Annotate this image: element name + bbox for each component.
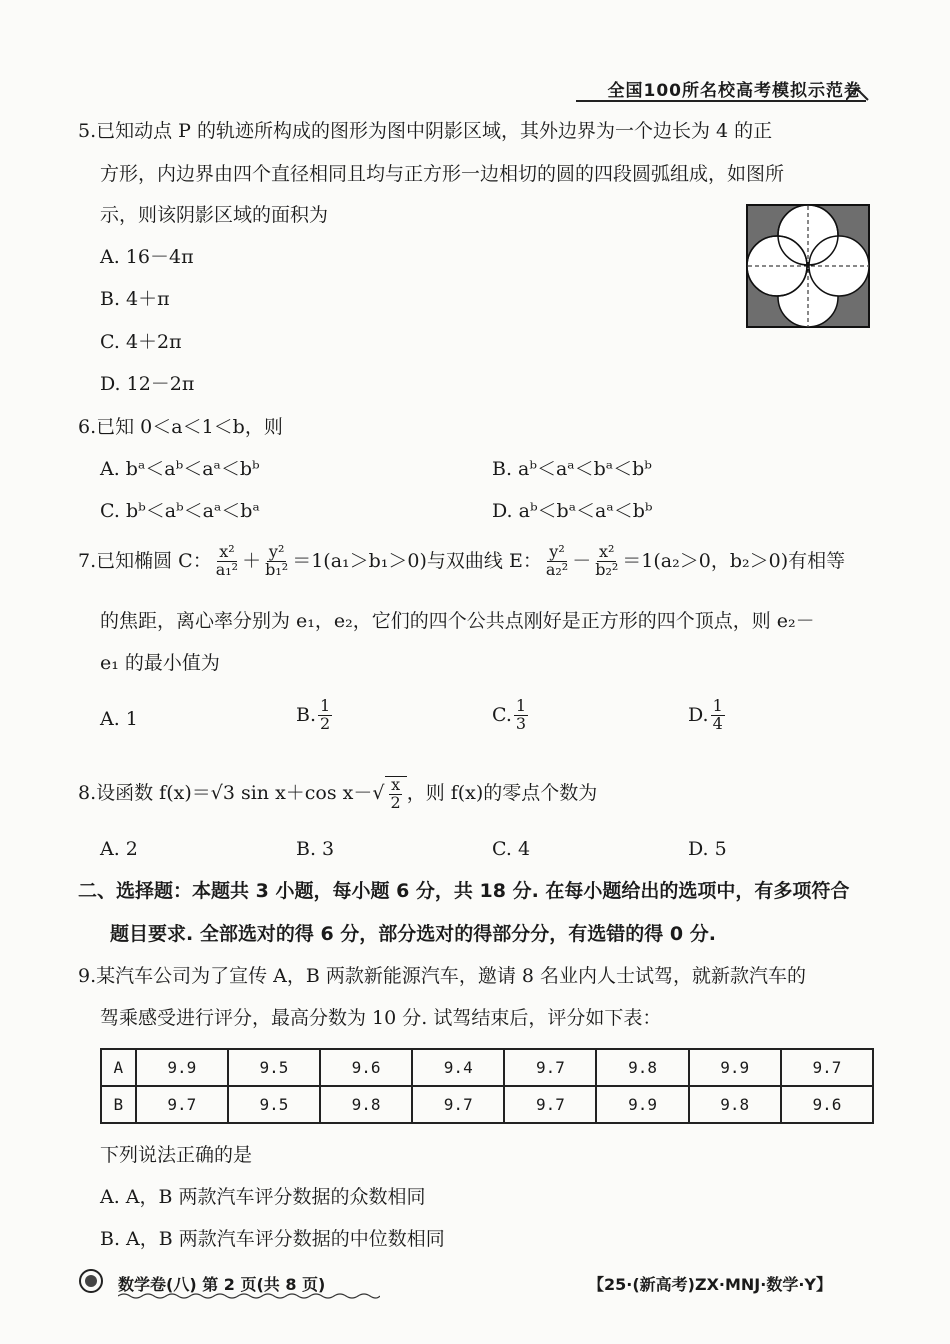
q7-hyper-y-fraction bbox=[544, 544, 570, 579]
footer-logo-icon bbox=[78, 1268, 104, 1294]
q5-line2: 方形，内边界由四个直径相同且均与正方形一边相切的圆的四段圆弧组成，如图所 bbox=[100, 163, 785, 185]
q8-stem-end: ，则 f(x)的零点个数为 bbox=[406, 782, 598, 805]
q7-hyper-x-fraction bbox=[593, 544, 620, 579]
q6-stem: 6.已知 0＜a＜1＜b，则 bbox=[78, 416, 283, 438]
q7-option-a: A. 1 bbox=[100, 708, 138, 730]
q6-option-b: B. aᵇ＜aᵃ＜bᵃ＜bᵇ bbox=[492, 458, 652, 480]
q7-ellipse-x-den: a₁² bbox=[215, 559, 239, 579]
q7-option-c-prefix: C. bbox=[492, 703, 512, 726]
header-title: 全国100所名校高考模拟示范卷 bbox=[607, 81, 862, 101]
table-cell: 9.7 bbox=[781, 1049, 873, 1086]
q7-option-b bbox=[296, 698, 334, 733]
q6-option-c: C. bᵇ＜aᵇ＜aᵃ＜bᵃ bbox=[100, 500, 260, 522]
table-cell: 9.6 bbox=[320, 1049, 412, 1086]
section2-line1: 二、选择题：本题共 3 小题，每小题 6 分，共 18 分. 在每小题给出的选项中，有多项符合 bbox=[78, 880, 850, 902]
q8-option-c: C. 4 bbox=[492, 838, 531, 860]
table-cell: 9.9 bbox=[689, 1049, 781, 1086]
q7-minus: － bbox=[572, 549, 592, 572]
q7-line2: 的焦距，离心率分别为 e₁，e₂，它们的四个公共点刚好是正方形的四个顶点，则 e₂－ bbox=[100, 610, 815, 632]
q5-figure bbox=[746, 204, 870, 328]
q8-sqrt-sign: √ bbox=[372, 782, 385, 805]
q7-option-b-fraction bbox=[318, 698, 332, 733]
q7-stem-mid2: ＝1(a₂＞0，b₂＞0)有相等 bbox=[622, 549, 846, 572]
q8-sqrt-fraction bbox=[389, 777, 403, 812]
section2-line2: 题目要求. 全部选对的得 6 分，部分选对的得部分分，有选错的得 0 分. bbox=[110, 923, 716, 945]
q8-stem-start: 8.设函数 f(x)＝√3 sin x＋cos x－ bbox=[78, 782, 373, 805]
q7-plus: ＋ bbox=[242, 549, 262, 572]
footer-wave-underline bbox=[118, 1292, 380, 1300]
q5-line1: 5.已知动点 P 的轨迹所构成的图形为图中阴影区域，其外边界为一个边长为 4 的正 bbox=[78, 120, 773, 142]
q8-sqrt-num: x bbox=[391, 775, 401, 794]
header-corner-decoration bbox=[846, 84, 870, 102]
q5-option-b: B. 4＋π bbox=[100, 288, 170, 310]
q7-option-c-num: 1 bbox=[515, 696, 527, 715]
q7-hyper-y-num: y² bbox=[549, 542, 565, 561]
q7-ellipse-y-num: y² bbox=[268, 542, 285, 561]
footer-left: 数学卷(八) 第 2 页(共 8 页) bbox=[118, 1275, 326, 1294]
table-row-label: A bbox=[101, 1049, 136, 1086]
q5-line3: 示，则该阴影区域的面积为 bbox=[100, 204, 329, 226]
q5-option-d: D. 12－2π bbox=[100, 373, 195, 395]
q9-prompt: 下列说法正确的是 bbox=[100, 1144, 253, 1166]
table-cell: 9.9 bbox=[136, 1049, 228, 1086]
q8-option-a: A. 2 bbox=[100, 838, 138, 860]
q7-stem-mid1: ＝1(a₁＞b₁＞0)与双曲线 E： bbox=[292, 549, 542, 572]
table-cell: 9.9 bbox=[596, 1086, 688, 1123]
q7-option-c bbox=[492, 698, 530, 733]
q7-option-b-num: 1 bbox=[320, 696, 331, 715]
q9-option-b: B. A，B 两款汽车评分数据的中位数相同 bbox=[100, 1228, 445, 1250]
q7-option-c-fraction bbox=[514, 698, 528, 733]
table-cell: 9.7 bbox=[136, 1086, 228, 1123]
q7-ellipse-x-fraction bbox=[214, 544, 240, 579]
q9-line2: 驾乘感受进行评分，最高分数为 10 分. 试驾结束后，评分如下表： bbox=[100, 1007, 662, 1029]
q7-hyper-x-num: x² bbox=[599, 542, 615, 561]
q7-line3: e₁ 的最小值为 bbox=[100, 652, 220, 674]
q7-hyper-y-den: a₂² bbox=[545, 559, 569, 579]
q8-option-b: B. 3 bbox=[296, 838, 335, 860]
q6-option-a: A. bᵃ＜aᵇ＜aᵃ＜bᵇ bbox=[100, 458, 260, 480]
q7-option-b-prefix: B. bbox=[296, 703, 317, 726]
table-cell: 9.5 bbox=[228, 1086, 320, 1123]
q8-sqrt-body bbox=[385, 776, 407, 812]
q7-option-b-den: 2 bbox=[320, 713, 331, 733]
q8-stem bbox=[78, 776, 597, 812]
q7-option-d bbox=[688, 698, 727, 733]
q9-option-a: A. A，B 两款汽车评分数据的众数相同 bbox=[100, 1186, 426, 1208]
table-cell: 9.8 bbox=[596, 1049, 688, 1086]
table-row-b bbox=[101, 1086, 873, 1123]
table-row-label: B bbox=[101, 1086, 136, 1123]
footer-right: 【25·(新高考)ZX·MNJ·数学·Y】 bbox=[588, 1275, 832, 1294]
q7-option-d-num: 1 bbox=[712, 696, 723, 715]
q5-option-c: C. 4＋2π bbox=[100, 331, 182, 353]
table-cell: 9.5 bbox=[228, 1049, 320, 1086]
table-cell: 9.8 bbox=[689, 1086, 781, 1123]
q7-stem bbox=[78, 544, 845, 579]
q7-stem-start: 7.已知椭圆 C： bbox=[78, 549, 212, 572]
q7-option-d-fraction bbox=[711, 698, 725, 733]
q9-score-table bbox=[100, 1048, 874, 1124]
table-cell: 9.7 bbox=[504, 1049, 596, 1086]
q6-option-d: D. aᵇ＜bᵃ＜aᵃ＜bᵇ bbox=[492, 500, 653, 522]
header-rule bbox=[576, 100, 866, 102]
q7-option-c-den: 3 bbox=[515, 713, 527, 733]
q7-ellipse-y-den: b₁² bbox=[265, 559, 289, 579]
q7-hyper-x-den: b₂² bbox=[595, 559, 619, 579]
table-row-a bbox=[101, 1049, 873, 1086]
q7-ellipse-y-fraction bbox=[263, 544, 290, 579]
q7-option-d-prefix: D. bbox=[688, 703, 709, 726]
q8-sqrt-den: 2 bbox=[390, 792, 401, 812]
table-cell: 9.7 bbox=[504, 1086, 596, 1123]
table-cell: 9.6 bbox=[781, 1086, 873, 1123]
q9-line1: 9.某汽车公司为了宣传 A，B 两款新能源汽车，邀请 8 名业内人士试驾，就新款汽车的 bbox=[78, 965, 807, 987]
q7-ellipse-x-num: x² bbox=[219, 542, 235, 561]
q8-option-d: D. 5 bbox=[688, 838, 727, 860]
table-cell: 9.4 bbox=[412, 1049, 504, 1086]
table-cell: 9.8 bbox=[320, 1086, 412, 1123]
q7-option-d-den: 4 bbox=[712, 713, 723, 733]
q5-option-a: A. 16－4π bbox=[100, 246, 194, 268]
table-cell: 9.7 bbox=[412, 1086, 504, 1123]
